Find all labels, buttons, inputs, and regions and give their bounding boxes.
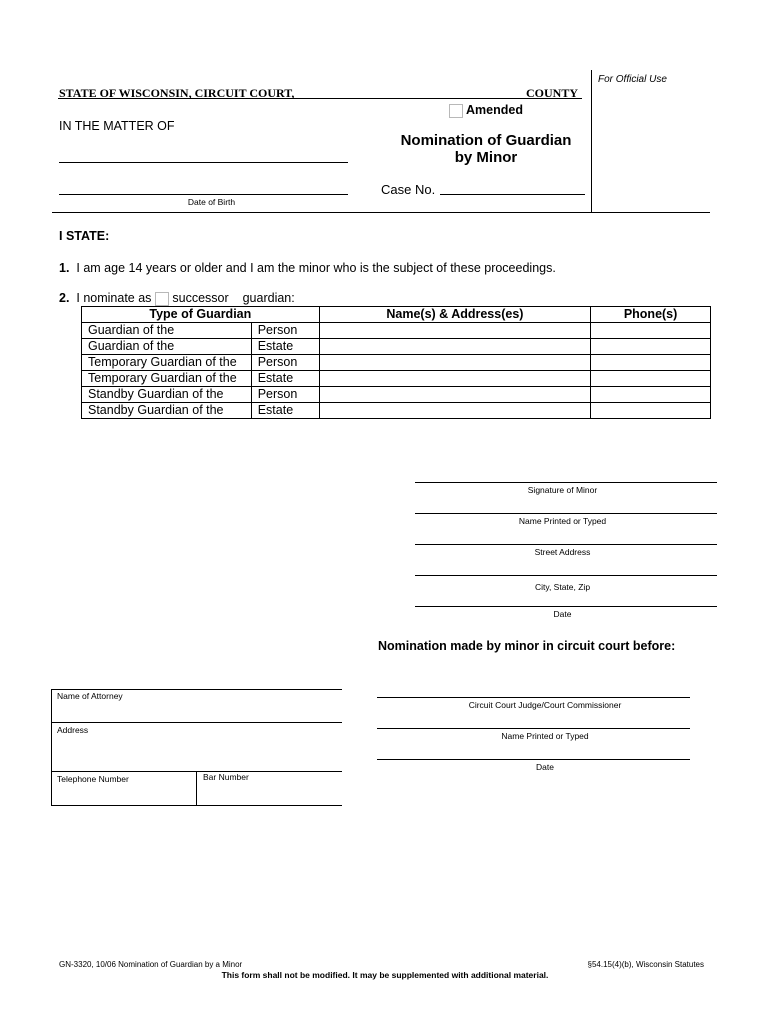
attorney-box-divider-1 [51, 722, 342, 723]
phone-cell[interactable] [591, 339, 711, 355]
phone-cell[interactable] [591, 323, 711, 339]
nomination-heading: Nomination made by minor in circuit court before: [378, 639, 676, 653]
judge-name-line[interactable] [377, 728, 690, 729]
street-address-caption: Street Address [534, 547, 591, 557]
court-heading: STATE OF WISCONSIN, CIRCUIT COURT, [59, 86, 295, 100]
table-row [82, 355, 711, 371]
judge-signature-line[interactable] [377, 697, 690, 698]
judge-caption: Circuit Court Judge/Court Commissioner [468, 700, 622, 710]
header-bottom-rule [52, 212, 710, 213]
matter-of-label: IN THE MATTER OF [59, 119, 175, 133]
modification-notice: This form shall not be modified. It may be supplemented with additional material. [221, 970, 549, 980]
table-row [82, 371, 711, 387]
form-title-line1: Nomination of Guardian [400, 132, 572, 149]
header-type-of-guardian: Type of Guardian [82, 307, 320, 323]
guardian-of-cell: Estate [251, 371, 319, 387]
guardian-type-cell: Standby Guardian of the [82, 403, 252, 419]
successor-checkbox[interactable] [155, 292, 169, 306]
names-address-cell[interactable] [319, 403, 590, 419]
table-row [82, 387, 711, 403]
name-printed-caption: Name Printed or Typed [518, 516, 607, 526]
item-2 [59, 291, 295, 306]
names-address-cell[interactable] [319, 371, 590, 387]
matter-name-line[interactable] [59, 162, 348, 163]
signature-date-line[interactable] [415, 606, 717, 607]
item-2-post-text: guardian: [242, 291, 295, 305]
table-row [82, 339, 711, 355]
attorney-box-divider-3 [196, 771, 197, 806]
guardian-table-header [82, 307, 711, 323]
i-state-heading: I STATE: [59, 229, 110, 243]
city-state-zip-caption: City, State, Zip [534, 582, 591, 592]
guardian-type-cell: Temporary Guardian of the [82, 355, 252, 371]
name-printed-line[interactable] [415, 513, 717, 514]
names-address-cell[interactable] [319, 323, 590, 339]
official-use-label: For Official Use [598, 74, 667, 85]
table-row [82, 403, 711, 419]
judge-name-caption: Name Printed or Typed [501, 731, 589, 741]
court-underline [58, 98, 582, 99]
header-names-addresses: Name(s) & Address(es) [319, 307, 590, 323]
guardian-type-cell: Temporary Guardian of the [82, 371, 252, 387]
guardian-of-cell: Person [251, 323, 319, 339]
item-1-number: 1. [59, 261, 70, 275]
names-address-cell[interactable] [319, 387, 590, 403]
item-1 [59, 261, 556, 275]
county-label: COUNTY [526, 86, 579, 100]
attorney-address-label: Address [57, 725, 89, 735]
street-address-line[interactable] [415, 544, 717, 545]
header-phones: Phone(s) [591, 307, 711, 323]
signature-caption: Signature of Minor [527, 485, 598, 495]
names-address-cell[interactable] [319, 355, 590, 371]
city-state-zip-line[interactable] [415, 575, 717, 576]
date-of-birth-line[interactable] [59, 194, 348, 195]
guardian-type-cell: Guardian of the [82, 323, 252, 339]
date-of-birth-caption: Date of Birth [187, 197, 236, 207]
form-title [381, 132, 591, 166]
phone-cell[interactable] [591, 371, 711, 387]
form-title-line2: by Minor [454, 149, 518, 166]
guardian-of-cell: Estate [251, 403, 319, 419]
phone-cell[interactable] [591, 355, 711, 371]
phone-cell[interactable] [591, 387, 711, 403]
attorney-name-label: Name of Attorney [57, 691, 123, 701]
guardian-type-cell: Standby Guardian of the [82, 387, 252, 403]
guardian-of-cell: Estate [251, 339, 319, 355]
item-2-successor-text: successor [172, 291, 229, 305]
item-1-text: I am age 14 years or older and I am the minor who is the subject of these proceedings. [76, 261, 556, 275]
statute-reference: §54.15(4)(b), Wisconsin Statutes [587, 960, 704, 969]
item-2-number: 2. [59, 291, 70, 305]
signature-date-caption: Date [553, 609, 572, 619]
official-use-divider [591, 70, 592, 213]
case-no-label: Case No. [381, 182, 436, 197]
attorney-telephone-label: Telephone Number [57, 774, 129, 784]
case-no-line[interactable] [440, 194, 585, 195]
names-address-cell[interactable] [319, 339, 590, 355]
judge-date-caption: Date [536, 762, 554, 772]
guardian-of-cell: Person [251, 355, 319, 371]
guardian-table [81, 306, 711, 419]
amended-option[interactable] [449, 103, 523, 118]
signature-line[interactable] [415, 482, 717, 483]
amended-label: Amended [466, 103, 523, 117]
item-2-pre-text: I nominate as [76, 291, 152, 305]
guardian-type-cell: Guardian of the [82, 339, 252, 355]
form-id: GN-3320, 10/06 Nomination of Guardian by a Minor [59, 960, 243, 969]
phone-cell[interactable] [591, 403, 711, 419]
guardian-of-cell: Person [251, 387, 319, 403]
table-row [82, 323, 711, 339]
amended-checkbox[interactable] [449, 104, 463, 118]
judge-date-line[interactable] [377, 759, 690, 760]
attorney-bar-label: Bar Number [203, 772, 249, 782]
